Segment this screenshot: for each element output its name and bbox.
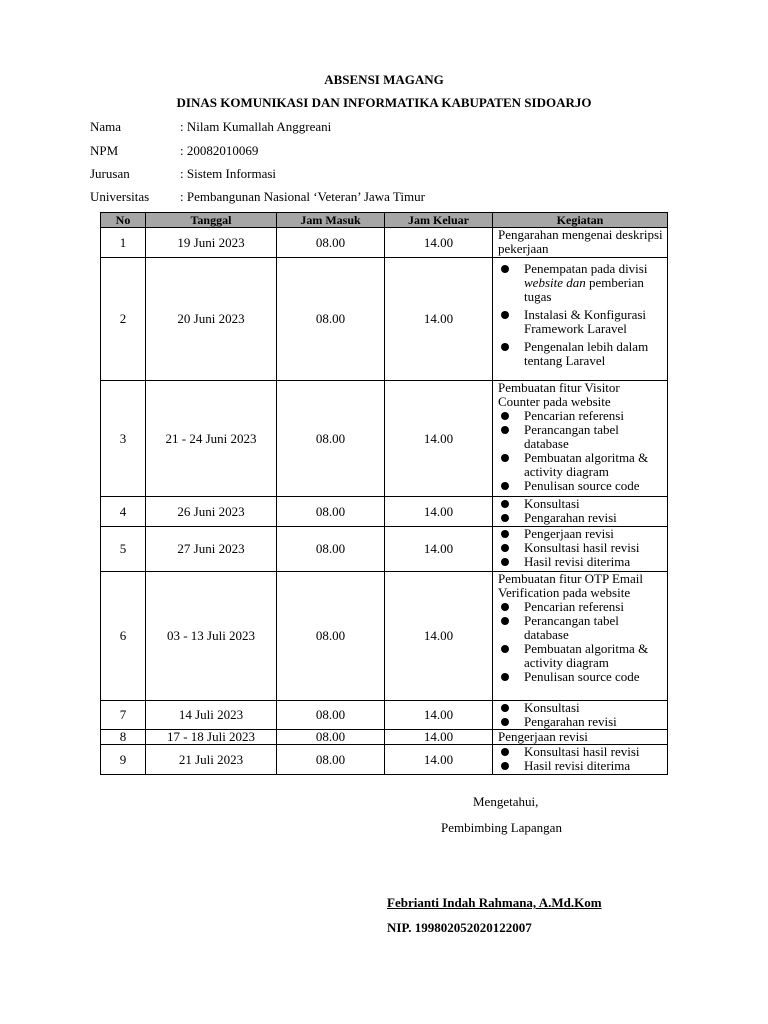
list-item [498, 745, 664, 759]
kegiatan-text: Pembuatan fitur Visitor Counter pada website [498, 380, 620, 409]
list-item [498, 715, 664, 729]
document-subtitle: DINAS KOMUNIKASI DAN INFORMATIKA KABUPATEN SIDOARJO [176, 95, 592, 110]
table-row [101, 381, 668, 497]
header-jam-keluar: Jam Keluar [385, 213, 493, 228]
cell-no: 6 [101, 572, 146, 701]
table-row [101, 258, 668, 381]
kegiatan-item-text: Instalasi & Konfigurasi Framework Laravel [524, 307, 647, 336]
kegiatan-text: Pengerjaan revisi [498, 729, 588, 744]
list-item [498, 555, 664, 569]
kegiatan-item-text: Pengenalan lebih dalam tentang Laravel [524, 339, 649, 368]
list-item [498, 308, 664, 336]
header-no: No [101, 213, 146, 228]
kegiatan-item-text: Pembuatan algoritma & activity diagram [524, 450, 649, 479]
kegiatan-list [498, 701, 664, 729]
cell-tanggal: 26 Juni 2023 [146, 497, 277, 527]
signature-nip: NIP. 199802052020122007 [387, 920, 532, 935]
table-row [101, 572, 668, 701]
list-item [498, 423, 664, 451]
cell-no: 3 [101, 381, 146, 497]
cell-no: 2 [101, 258, 146, 381]
kegiatan-item-text: Konsultasi hasil revisi [524, 540, 640, 555]
kegiatan-item-text: Pengerjaan revisi [524, 526, 614, 541]
identity-value: : Nilam Kumallah Anggreani [180, 119, 332, 134]
signature-name: Febrianti Indah Rahmana, A.Md.Kom [387, 895, 602, 910]
identity-label: Jurusan [90, 166, 130, 181]
list-item [498, 600, 664, 614]
cell-kegiatan [493, 527, 668, 572]
kegiatan-item-text: Pengarahan revisi [524, 510, 617, 525]
identity-row-npm [90, 143, 258, 159]
cell-kegiatan [493, 730, 668, 745]
cell-tanggal: 03 - 13 Juli 2023 [146, 572, 277, 701]
list-item [498, 409, 664, 423]
table-row [101, 701, 668, 730]
identity-value: : 20082010069 [180, 143, 259, 158]
table-header-row [101, 213, 668, 228]
cell-tanggal: 17 - 18 Juli 2023 [146, 730, 277, 745]
cell-jam-masuk: 08.00 [277, 381, 385, 497]
cell-kegiatan [493, 701, 668, 730]
identity-row-universitas [90, 189, 425, 205]
list-item [498, 759, 664, 773]
cell-kegiatan [493, 228, 668, 258]
signature-role: Pembimbing Lapangan [441, 820, 562, 835]
kegiatan-item-text: Pencarian referensi [524, 408, 624, 423]
kegiatan-item-text: Konsultasi [524, 700, 580, 715]
table-row [101, 228, 668, 258]
cell-jam-masuk: 08.00 [277, 497, 385, 527]
cell-jam-keluar: 14.00 [385, 572, 493, 701]
cell-kegiatan [493, 258, 668, 381]
cell-kegiatan [493, 381, 668, 497]
cell-jam-keluar: 14.00 [385, 730, 493, 745]
list-item [498, 527, 664, 541]
cell-jam-keluar: 14.00 [385, 527, 493, 572]
identity-row-jurusan [90, 166, 276, 182]
cell-jam-masuk: 08.00 [277, 258, 385, 381]
cell-jam-masuk: 08.00 [277, 745, 385, 775]
kegiatan-item-text: Konsultasi hasil revisi [524, 744, 640, 759]
kegiatan-item-text: Konsultasi [524, 496, 580, 511]
list-item [498, 642, 664, 670]
list-item [498, 340, 664, 368]
kegiatan-text: Pengarahan mengenai deskripsi pekerjaan [498, 227, 663, 256]
list-item [498, 541, 664, 555]
list-item [498, 479, 664, 493]
cell-jam-keluar: 14.00 [385, 228, 493, 258]
cell-jam-masuk: 08.00 [277, 730, 385, 745]
cell-jam-masuk: 08.00 [277, 527, 385, 572]
cell-tanggal: 21 Juli 2023 [146, 745, 277, 775]
kegiatan-list [498, 497, 664, 525]
list-item [498, 511, 664, 525]
table-row [101, 497, 668, 527]
cell-jam-keluar: 14.00 [385, 745, 493, 775]
attendance-table [100, 212, 668, 775]
cell-jam-masuk: 08.00 [277, 228, 385, 258]
kegiatan-item-text: Pencarian referensi [524, 599, 624, 614]
cell-jam-masuk: 08.00 [277, 572, 385, 701]
kegiatan-item-text: Penempatan pada divisi website dan pemberian tugas [524, 261, 648, 304]
cell-no: 9 [101, 745, 146, 775]
kegiatan-list [498, 527, 664, 569]
identity-label: Universitas [90, 189, 150, 204]
table-row [101, 745, 668, 775]
identity-value: : Sistem Informasi [180, 166, 277, 181]
kegiatan-item-text: Hasil revisi diterima [524, 554, 631, 569]
cell-tanggal: 19 Juni 2023 [146, 228, 277, 258]
identity-label: Nama [90, 119, 122, 134]
kegiatan-item-text: Pembuatan algoritma & activity diagram [524, 641, 649, 670]
cell-no: 1 [101, 228, 146, 258]
cell-no: 8 [101, 730, 146, 745]
list-item [498, 451, 664, 479]
cell-no: 7 [101, 701, 146, 730]
document-title: ABSENSI MAGANG [324, 72, 444, 87]
identity-row-nama [90, 119, 331, 135]
cell-no: 5 [101, 527, 146, 572]
kegiatan-list [498, 258, 664, 368]
kegiatan-list [498, 600, 664, 684]
identity-label: NPM [90, 143, 119, 158]
cell-jam-masuk: 08.00 [277, 701, 385, 730]
list-item [498, 670, 664, 684]
identity-value: : Pembangunan Nasional ‘Veteran’ Jawa Timur [180, 189, 425, 204]
kegiatan-text: Pembuatan fitur OTP Email Verification pada website [498, 571, 644, 600]
list-item [498, 614, 664, 642]
header-kegiatan: Kegiatan [493, 213, 668, 228]
table-row [101, 527, 668, 572]
kegiatan-item-text: Perancangan tabel database [524, 422, 619, 451]
cell-tanggal: 14 Juli 2023 [146, 701, 277, 730]
cell-tanggal: 21 - 24 Juni 2023 [146, 381, 277, 497]
header-tanggal: Tanggal [146, 213, 277, 228]
kegiatan-list [498, 409, 664, 493]
list-item [498, 262, 664, 304]
cell-jam-keluar: 14.00 [385, 701, 493, 730]
cell-kegiatan [493, 572, 668, 701]
cell-jam-keluar: 14.00 [385, 258, 493, 381]
kegiatan-item-text: Perancangan tabel database [524, 613, 619, 642]
kegiatan-item-text: Penulisan source code [524, 669, 640, 684]
table-row [101, 730, 668, 745]
header-jam-masuk: Jam Masuk [277, 213, 385, 228]
list-item [498, 497, 664, 511]
kegiatan-item-text: Pengarahan revisi [524, 714, 617, 729]
cell-jam-keluar: 14.00 [385, 381, 493, 497]
cell-kegiatan [493, 745, 668, 775]
cell-jam-keluar: 14.00 [385, 497, 493, 527]
signature-acknowledged-label: Mengetahui, [473, 794, 539, 809]
cell-kegiatan [493, 497, 668, 527]
kegiatan-item-text: Hasil revisi diterima [524, 758, 631, 773]
list-item [498, 701, 664, 715]
kegiatan-item-text: Penulisan source code [524, 478, 640, 493]
cell-tanggal: 27 Juni 2023 [146, 527, 277, 572]
cell-no: 4 [101, 497, 146, 527]
kegiatan-list [498, 745, 664, 773]
cell-tanggal: 20 Juni 2023 [146, 258, 277, 381]
